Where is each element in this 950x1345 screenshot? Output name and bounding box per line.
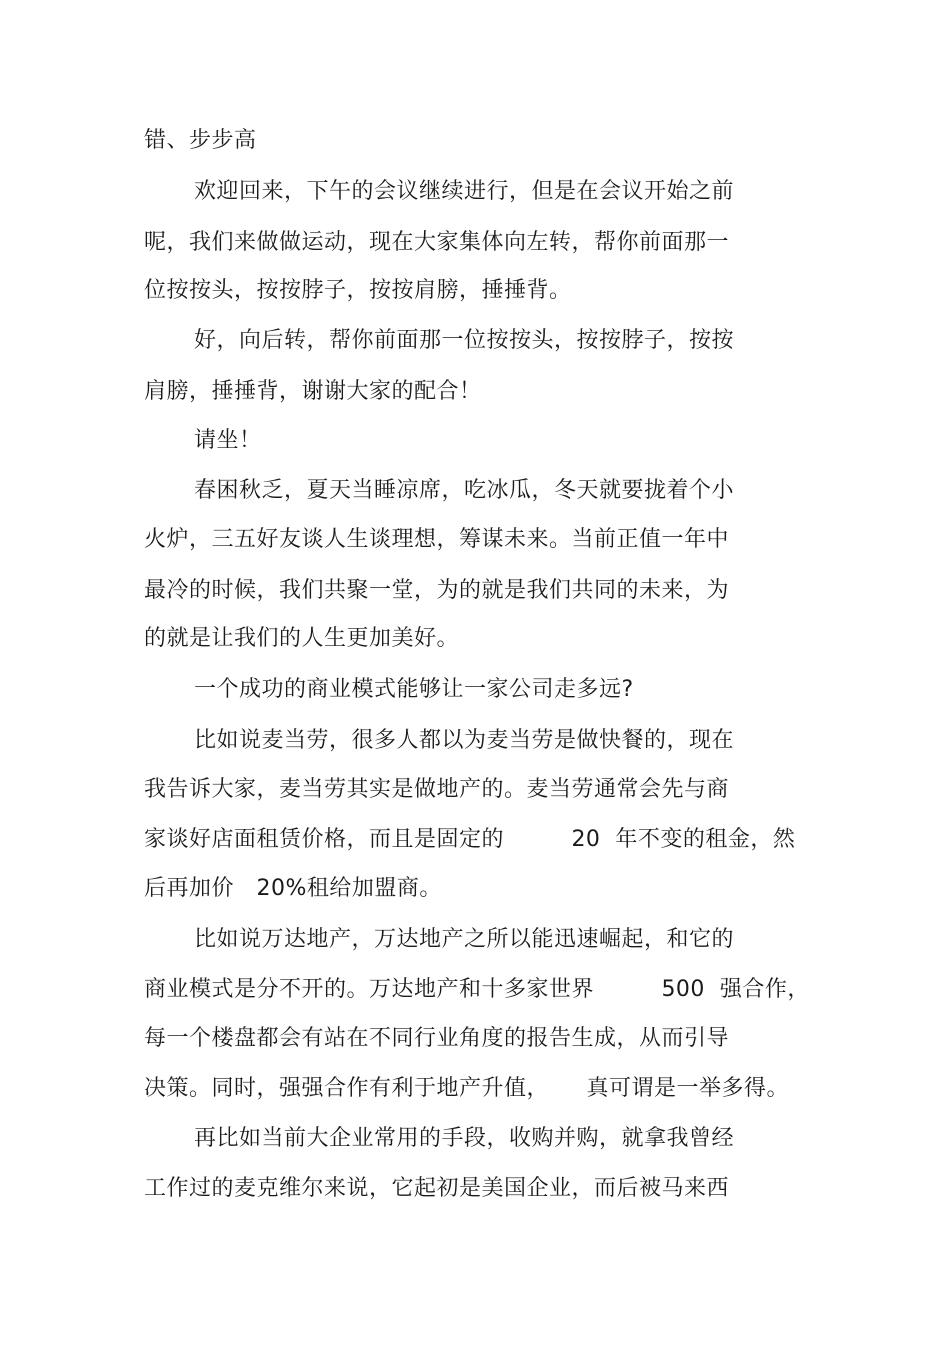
text-line: 错、步步高 (144, 128, 257, 153)
text-line: 位按按头，按按脖子，按按肩膀，捶捶背。 (144, 278, 572, 303)
text-line: 比如说万达地产，万达地产之所以能迅速崛起，和它的 (194, 927, 735, 952)
text-line: 商业模式是分不开的。万达地产和十多家世界 500 强合作， (144, 977, 810, 1002)
text-line: 好，向后转，帮你前面那一位按按头，按按脖子，按按 (194, 328, 735, 353)
text-line: 春困秋乏，夏天当睡凉席，吃冰瓜，冬天就要拢着个小 (194, 478, 735, 503)
text-line: 比如说麦当劳，很多人都以为麦当劳是做快餐的，现在 (194, 728, 735, 753)
text-line: 我告诉大家，麦当劳其实是做地产的。麦当劳通常会先与商 (144, 777, 730, 802)
text-line: 的就是让我们的人生更加美好。 (144, 626, 460, 651)
text-line: 最冷的时候，我们共聚一堂，为的就是我们共同的未来，为 (144, 578, 730, 603)
text-line: 一个成功的商业模式能够让一家公司走多远? (194, 677, 634, 702)
text-line: 决策。同时，强强合作有利于地产升值， 真可谓是一举多得。 (144, 1076, 789, 1101)
text-line: 家谈好店面租赁价格，而且是固定的 20 年不变的租金，然 (144, 827, 796, 852)
text-line: 每一个楼盘都会有站在不同行业角度的报告生成，从而引导 (144, 1026, 730, 1051)
text-line: 后再加价 20%租给加盟商。 (144, 876, 442, 901)
text-line: 欢迎回来，下午的会议继续进行，但是在会议开始之前 (194, 179, 735, 204)
text-line: 呢，我们来做做运动，现在大家集体向左转，帮你前面那一 (144, 230, 730, 255)
text-line: 火炉，三五好友谈人生谈理想，筹谋未来。当前正值一年中 (144, 527, 730, 552)
text-line: 再比如当前大企业常用的手段，收购并购，就拿我曾经 (194, 1126, 735, 1151)
text-line: 肩膀，捶捶背，谢谢大家的配合！ (144, 379, 482, 404)
text-line: 工作过的麦克维尔来说，它起初是美国企业，而后被马来西 (144, 1176, 730, 1201)
text-line: 请坐！ (194, 428, 262, 453)
